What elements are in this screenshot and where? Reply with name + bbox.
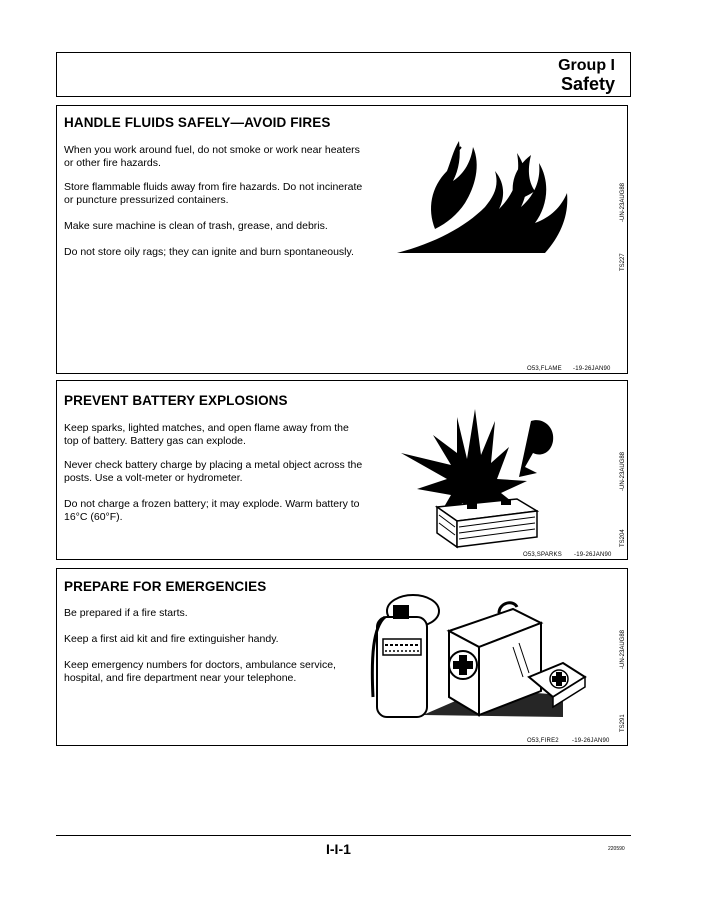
footer-rule bbox=[56, 835, 631, 836]
header-rule-left bbox=[56, 52, 57, 96]
reference-date: -19-26JAN90 bbox=[572, 738, 610, 744]
reference-date: -19-26JAN90 bbox=[573, 366, 611, 372]
section-battery-safety bbox=[56, 380, 628, 560]
group-label: Group I bbox=[558, 57, 615, 74]
page-number: I-I-1 bbox=[326, 841, 351, 857]
image-date-label: -UN-23AUG88 bbox=[620, 182, 626, 222]
section-paragraph: Keep a first aid kit and fire extinguisher handy. bbox=[64, 633, 279, 645]
section-paragraph: Be prepared if a fire starts. bbox=[64, 607, 188, 619]
section-title: PREPARE FOR EMERGENCIES bbox=[64, 579, 267, 594]
image-code-label: TS227 bbox=[620, 253, 626, 271]
reference-code: O53,SPARKS bbox=[523, 552, 562, 558]
section-paragraph: When you work around fuel, do not smoke or work near heaters or other fire hazards. bbox=[64, 144, 360, 169]
section-title: HANDLE FLUIDS SAFELY—AVOID FIRES bbox=[64, 115, 331, 130]
section-paragraph: Do not store oily rags; they can ignite and burn spontaneously. bbox=[64, 246, 354, 258]
section-fire-safety bbox=[56, 105, 628, 374]
fire-flames-icon bbox=[395, 131, 573, 259]
section-paragraph: Keep sparks, lighted matches, and open flame away from the top of battery. Battery gas can explode. bbox=[64, 422, 349, 447]
image-code-label: TS204 bbox=[620, 529, 626, 547]
reference-code: O53,FIRE2 bbox=[527, 738, 559, 744]
first-aid-extinguisher-icon bbox=[363, 587, 593, 727]
reference-code: O53,FLAME bbox=[527, 366, 562, 372]
header-rule-right bbox=[630, 52, 631, 96]
image-code-label: TS291 bbox=[620, 714, 626, 732]
section-emergency-prep bbox=[56, 568, 628, 746]
header-rule-top bbox=[56, 52, 631, 53]
battery-explosion-icon bbox=[397, 407, 567, 555]
section-paragraph: Never check battery charge by placing a metal object across the posts. Use a volt-meter or hydrometer. bbox=[64, 459, 363, 484]
footer-code: 220590 bbox=[608, 846, 625, 852]
section-paragraph: Store flammable fluids away from fire hazards. Do not incinerate or puncture pressurized containers. bbox=[64, 181, 363, 206]
image-date-label: -UN-23AUG88 bbox=[620, 451, 626, 491]
page-title: Safety bbox=[560, 74, 615, 94]
section-title: PREVENT BATTERY EXPLOSIONS bbox=[64, 393, 288, 408]
section-paragraph: Make sure machine is clean of trash, grease, and debris. bbox=[64, 220, 328, 232]
section-paragraph: Do not charge a frozen battery; it may explode. Warm battery to 16°C (60°F). bbox=[64, 498, 360, 523]
reference-date: -19-26JAN90 bbox=[574, 552, 612, 558]
section-paragraph: Keep emergency numbers for doctors, ambulance service, hospital, and fire department near your telephone. bbox=[64, 659, 336, 684]
header-rule-bottom bbox=[56, 96, 631, 97]
image-date-label: -UN-23AUG88 bbox=[620, 629, 626, 669]
